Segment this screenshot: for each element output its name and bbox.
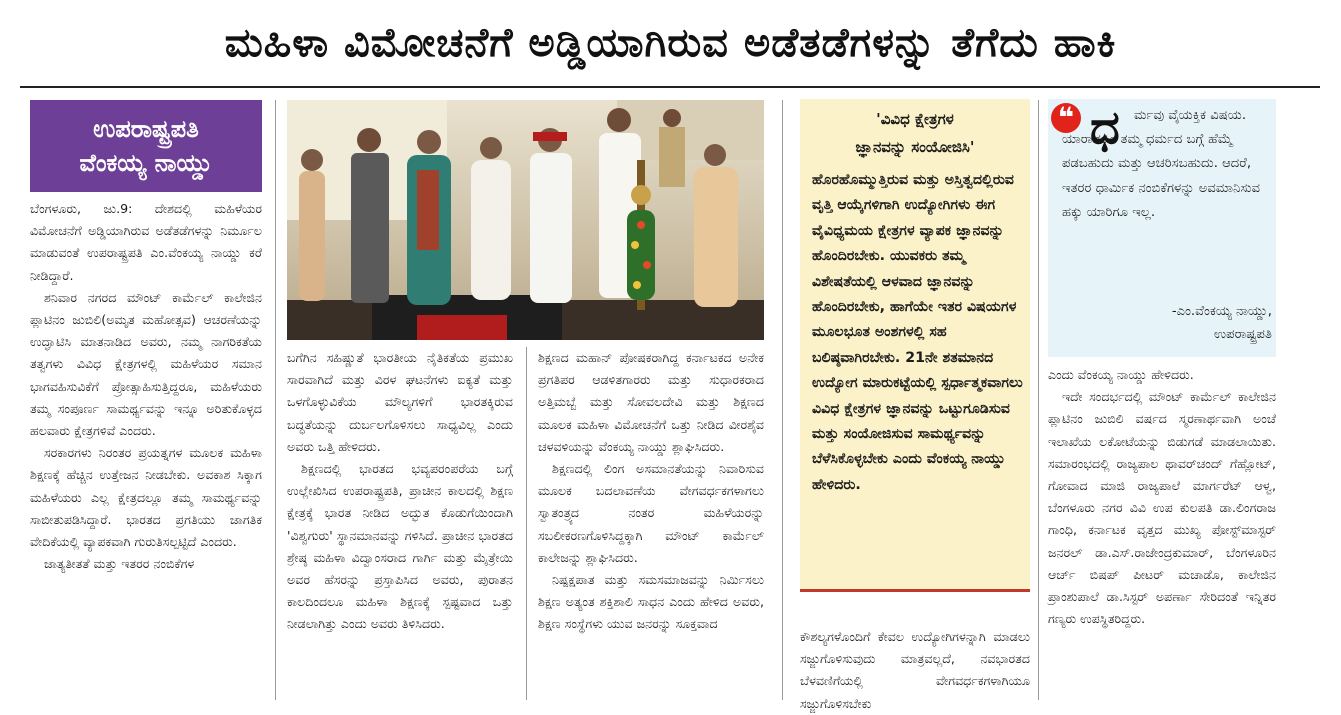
article-column-4 — [800, 626, 1030, 711]
col4-paragraph: ಕೌಶಲ್ಯಗಳೊಂದಿಗೆ ಕೇವಲ ಉದ್ಯೋಗಿಗಳನ್ನಾಗಿ ಮಾಡಲು ಸಜ್ಜುಗೊಳಿಸುವುದು ಮಾತ್ರವಲ್ಲದೆ, ನವಭಾರತದ ಬೆಳವಣಿಗೆಯಲ್ಲಿ ವೇಗವರ್ಧಕಗಳಾಗಿಯೂ ಸಜ್ಜುಗೊಳಿಸಬೇಕು — [800, 629, 1030, 711]
headline-rule — [20, 86, 1320, 88]
name-box-name: ವೆಂಕಯ್ಯ ನಾಯ್ಡು — [79, 149, 213, 177]
col1-paragraph: ಬೆಂಗಳೂರು, ಜು.9: ದೇಶದಲ್ಲಿ ಮಹಿಳೆಯರ ವಿಮೋಚನೆಗೆ ಅಡ್ಡಿಯಾಗಿರುವ ಅಡೆತಡೆಗಳನ್ನು ನಿರ್ಮೂಲ ಮಾಡುವಂತೆ ಉಪರಾಷ್ಟ್ರಪತಿ ಎಂ.ವೆಂಕಯ್ಯ ನಾಯ್ಡು ಕರೆ ನೀಡಿದ್ದಾರೆ. — [30, 201, 262, 283]
col3-paragraph: ಶಿಕ್ಷಣದ ಮಹಾನ್ ಪೋಷಕರಾಗಿದ್ದ ಕರ್ನಾಟಕದ ಅನೇಕ ಪ್ರಗತಿಪರ ಆಡಳಿತಗಾರರು ಮತ್ತು ಸುಧಾರಕರಾದ ಅತ್ತಿಮಬ್ಬೆ ಮತ್ತು ಸೋವಲದೇವಿ ಮತ್ತು ಶಿಕ್ಷಣದ ಮೂಲಕ ಮಹಿಳಾ ವಿಮೋಚನೆಗೆ ಒತ್ತು ನೀಡಿದ ವೀರಶೈವ ಚಳವಳಿಯನ್ನು ವೆಂಕಯ್ಯ ನಾಯ್ಡು ಶ್ಲಾಘಿಸಿದರು. — [538, 350, 764, 454]
name-box — [30, 100, 262, 192]
col2-paragraph: ಶಿಕ್ಷಣದಲ್ಲಿ ಭಾರತದ ಭವ್ಯಪರಂಪರೆಯ ಬಗ್ಗೆ ಉಲ್ಲೇಖಿಸಿದ ಉಪರಾಷ್ಟ್ರಪತಿ, ಪ್ರಾಚೀನ ಕಾಲದಲ್ಲಿ ಶಿಕ್ಷಣ ಕ್ಷೇತ್ರಕ್ಕೆ ಭಾರತ ನೀಡಿದ ಅದ್ಭುತ ಕೊಡುಗೆಯಿಂದಾಗಿ 'ವಿಶ್ವಗುರು' ಸ್ಥಾನಮಾನವನ್ನು ಗಳಿಸಿದೆ. ಪ್ರಾಚೀನ ಭಾರತದ ಶ್ರೇಷ್ಠ ಮಹಿಳಾ ವಿದ್ವಾಂಸರಾದ ಗಾರ್ಗಿ ಮತ್ತು ಮೈತ್ರೇಯಿ ಅವರ ಹೆಸರನ್ನು ಪ್ರಸ್ತಾಪಿಸಿದ ಅವರು, ಪುರಾತನ ಕಾಲದಿಂದಲೂ ಮಹಿಳಾ ಶಿಕ್ಷಣಕ್ಕೆ ಸ್ಪಷ್ಟವಾದ ಒತ್ತು ನೀಡಲಾಗಿತ್ತು ಎಂದು ಅವರು ತಿಳಿಸಿದರು. — [287, 461, 513, 632]
col5-paragraph: ಎಂದು ವೆಂಕಯ್ಯ ನಾಯ್ಡು ಹೇಳಿದರು. — [1048, 367, 1194, 382]
col1-paragraph: ಜಾತ್ಯತೀತತೆ ಮತ್ತು ಇತರರ ನಂಬಿಕೆಗಳ — [44, 556, 195, 572]
side-quote-body: ರ್ಮವು ವೈಯಕ್ತಿಕ ವಿಷಯ. ಯಾರಾದರೂ ತಮ್ಮ ಧರ್ಮದ ಬಗ್ಗೆ ಹೆಮ್ಮೆ ಪಡಬಹುದು ಮತ್ತು ಆಚರಿಸಬಹುದು. ಆದರೆ, ಇತರರ ಧಾರ್ಮಿಕ ನಂಬಿಕೆಗಳನ್ನು ಅವಮಾನಿಸುವ ಹಕ್ಕು ಯಾರಿಗೂ ಇಲ್ಲ. — [1062, 108, 1261, 220]
col5-paragraph: ಇದೇ ಸಂದರ್ಭದಲ್ಲಿ ಮೌಂಟ್ ಕಾರ್ಮೆಲ್ ಕಾಲೇಜಿನ ಪ್ಲಾಟಿನಂ ಜುಬಿಲಿ ವರ್ಷದ ಸ್ಮರಣಾರ್ಥವಾಗಿ ಅಂಚೆ ಇಲಾಖೆಯ ಲಕೋಟೆಯನ್ನು ಬಿಡುಗಡೆ ಮಾಡಲಾಯಿತು. ಸಮಾರಂಭದಲ್ಲಿ ರಾಜ್ಯಪಾಲ ಥಾವರ್‌ಚಂದ್ ಗೆಹ್ಲೋಟ್, ಗೋವಾದ ಮಾಜಿ ರಾಜ್ಯಪಾಲೆ ಮಾರ್ಗರೆಟ್ ಆಳ್ವ, ಬೆಂಗಳೂರು ನಗರ ವಿವಿ ಉಪ ಕುಲಪತಿ ಡಾ.ಲಿಂಗರಾಜ ಗಾಂಧಿ, ಕರ್ನಾಟಕ ವೃತ್ತದ ಮುಖ್ಯ ಪೋಸ್ಟ್‌ಮಾಸ್ಟರ್ ಜನರಲ್ ಡಾ.ಎಸ್.ರಾಜೇಂದ್ರಕುಮಾರ್, ಬೆಂಗಳೂರಿನ ಆರ್ಚ್ ಬಿಷಪ್ ಪೀಟರ್ ಮಚಾಡೊ, ಕಾಲೇಜಿನ ಪ್ರಾಂಶುಪಾಲೆ ಡಾ.ಸಿಸ್ಟರ್ ಅಪರ್ಣಾ ಸೇರಿದಂತೆ ಇನ್ನಿತರ ಗಣ್ಯರು ಉಪಸ್ಥಿತರಿದ್ದರು. — [1048, 389, 1276, 627]
event-photo — [287, 100, 764, 340]
column-divider — [275, 100, 276, 700]
col1-paragraph: ಶನಿವಾರ ನಗರದ ಮೌಂಟ್ ಕಾರ್ಮೆಲ್ ಕಾಲೇಜಿನ ಪ್ಲಾಟಿನಂ ಜುಬಿಲಿ(ಅಮೃತ ಮಹೋತ್ಸವ) ಆಚರಣೆಯನ್ನು ಉದ್ಘಾಟಿಸಿ ಮಾತನಾಡಿದ ಅವರು, ನಮ್ಮ ನಾಗರಿಕತೆಯ ತತ್ವಗಳು ವಿವಿಧ ಕ್ಷೇತ್ರಗಳಲ್ಲಿ ಮಹಿಳೆಯರ ಸಮಾನ ಭಾಗವಹಿಸುವಿಕೆಗೆ ಪ್ರೋತ್ಸಾಹಿಸುತ್ತಿದ್ದರೂ, ಮಹಿಳೆಯರು ತಮ್ಮ ಸಂಪೂರ್ಣ ಸಾಮರ್ಥ್ಯವನ್ನು ಇನ್ನೂ ಅರಿತುಕೊಳ್ಳದ ಹಲವಾರು ಕ್ಷೇತ್ರಗಳಿವೆ ಎಂದರು. — [30, 289, 262, 439]
article-column-5 — [1048, 364, 1276, 703]
column-divider — [1038, 100, 1039, 700]
quote-title-line: 'ವಿವಿಧ ಕ್ಷೇತ್ರಗಳ — [876, 110, 954, 128]
quote-title — [800, 105, 1030, 161]
side-quote-text — [1062, 100, 1272, 225]
col1-paragraph: ಸರಕಾರಗಳು ನಿರಂತರ ಪ್ರಯತ್ನಗಳ ಮೂಲಕ ಮಹಿಳಾ ಶಿಕ್ಷಣಕ್ಕೆ ಹೆಚ್ಚಿನ ಉತ್ತೇಜನ ನೀಡಬೇಕು. ಅವಕಾಶ ಸಿಕ್ಕಾಗ ಮಹಿಳೆಯರು ಎಲ್ಲ ಕ್ಷೇತ್ರದಲ್ಲೂ ತಮ್ಮ ಸಾಮರ್ಥ್ಯವನ್ನು ಸಾಬೀತುಪಡಿಸಿದ್ದಾರೆ. ಭಾರತದ ಪ್ರಗತಿಯು ಜಾಗತಿಕ ವೇದಿಕೆಯಲ್ಲಿ ವ್ಯಾಪಕವಾಗಿ ಗುರುತಿಸಲ್ಪಟ್ಟಿದೆ ಎಂದರು. — [30, 445, 262, 550]
article-column-1 — [30, 198, 262, 703]
article-column-2 — [287, 347, 513, 703]
quote-body: ಹೊರಹೊಮ್ಮುತ್ತಿರುವ ಮತ್ತು ಅಸ್ತಿತ್ವದಲ್ಲಿರುವ ವೃತ್ತಿ ಆಯ್ಕೆಗಳಿಗಾಗಿ ಉದ್ಯೋಗಿಗಳು ಈಗ ವೈವಿಧ್ಯಮಯ ಕ್ಷೇತ್ರಗಳ ವ್ಯಾಪಕ ಜ್ಞಾನವನ್ನು ಹೊಂದಿರಬೇಕು. ಯುವಕರು ತಮ್ಮ ವಿಶೇಷತೆಯಲ್ಲಿ ಆಳವಾದ ಜ್ಞಾನವನ್ನು ಹೊಂದಿರಬೇಕು, ಹಾಗೆಯೇ ಇತರ ವಿಷಯಗಳ ಮೂಲಭೂತ ಅಂಶಗಳಲ್ಲಿ ಸಹ ಬಲಿಷ್ಠವಾಗಿರಬೇಕು. 21ನೇ ಶತಮಾನದ ಉದ್ಯೋಗ ಮಾರುಕಟ್ಟೆಯಲ್ಲಿ ಸ್ಪರ್ಧಾತ್ಮಕವಾಗಲು ವಿವಿಧ ಕ್ಷೇತ್ರಗಳ ಜ್ಞಾನವನ್ನು ಒಟ್ಟುಗೂಡಿಸುವ ಮತ್ತು ಸಂಯೋಜಿಸುವ ಸಾಮರ್ಥ್ಯವನ್ನು ಬೆಳೆಸಿಕೊಳ್ಳಬೇಕು ಎಂದು ವೆಂಕಯ್ಯ ನಾಯ್ಡು ಹೇಳಿದರು. — [812, 172, 1023, 493]
article-column-3 — [538, 347, 764, 703]
event-photo-illustration — [287, 100, 764, 340]
column-divider — [526, 347, 527, 700]
side-quote-role: ಉಪರಾಷ್ಟ್ರಪತಿ — [1213, 327, 1272, 342]
side-quote-signature — [1062, 300, 1272, 346]
col2-paragraph: ಬಗೆಗಿನ ಸಹಿಷ್ಣುತೆ ಭಾರತೀಯ ನೈತಿಕತೆಯ ಪ್ರಮುಖ ಸಾರವಾಗಿದೆ ಮತ್ತು ವಿರಳ ಘಟನೆಗಳು ಐಕ್ಯತೆ ಮತ್ತು ಒಳಗೊಳ್ಳುವಿಕೆಯ ಮೌಲ್ಯಗಳಿಗೆ ಭಾರತಕ್ಕಿರುವ ಬದ್ಧತೆಯನ್ನು ದುರ್ಬಲಗೊಳಿಸಲು ಸಾಧ್ಯವಿಲ್ಲ ಎಂದು ಅವರು ಒತ್ತಿ ಹೇಳಿದರು. — [287, 350, 513, 454]
name-box-title: ಉಪರಾಷ್ಟ್ರಪತಿ — [93, 115, 199, 143]
quote-divider — [800, 589, 1030, 592]
side-quote-author: -ಎಂ.ವೆಂಕಯ್ಯ ನಾಯ್ಡು, — [1171, 304, 1272, 319]
col3-paragraph: ನಿಷ್ಪಕ್ಷಪಾತ ಮತ್ತು ಸಮಸಮಾಜವನ್ನು ನಿರ್ಮಿಸಲು ಶಿಕ್ಷಣ ಅತ್ಯಂತ ಶಕ್ತಿಶಾಲಿ ಸಾಧನ ಎಂದು ಹೇಳಿದ ಅವರು, ಶಿಕ್ಷಣ ಸಂಸ್ಥೆಗಳು ಯುವ ಜನರನ್ನು ಸೂಕ್ತವಾದ — [538, 572, 764, 632]
quote-mark-icon: ❝ — [1051, 103, 1081, 133]
side-quote-dropcap: ಧ — [1090, 100, 1120, 154]
col3-paragraph: ಶಿಕ್ಷಣದಲ್ಲಿ ಲಿಂಗ ಅಸಮಾನತೆಯನ್ನು ನಿವಾರಿಸುವ ಮೂಲಕ ಬದಲಾವಣೆಯ ವೇಗವರ್ಧಕಗಳಾಗಲು ಸ್ವಾತಂತ್ರ್ಯದ ನಂತರ ಮಹಿಳೆಯರನ್ನು ಸಬಲೀಕರಣಗೊಳಿಸಿದ್ದಕ್ಕಾಗಿ ಮೌಂಟ್ ಕಾರ್ಮೆಲ್ ಕಾಲೇಜನ್ನು ಶ್ಲಾಘಿಸಿದರು. — [538, 461, 764, 565]
headline: ಮಹಿಳಾ ವಿಮೋಚನೆಗೆ ಅಡ್ಡಿಯಾಗಿರುವ ಅಡೆತಡೆಗಳನ್ನು ತೆಗೆದು ಹಾಕಿ — [224, 20, 1117, 66]
column-divider — [782, 100, 783, 700]
quote-title-line: ಜ್ಞಾನವನ್ನು ಸಂಯೋಜಿಸಿ' — [855, 138, 975, 156]
